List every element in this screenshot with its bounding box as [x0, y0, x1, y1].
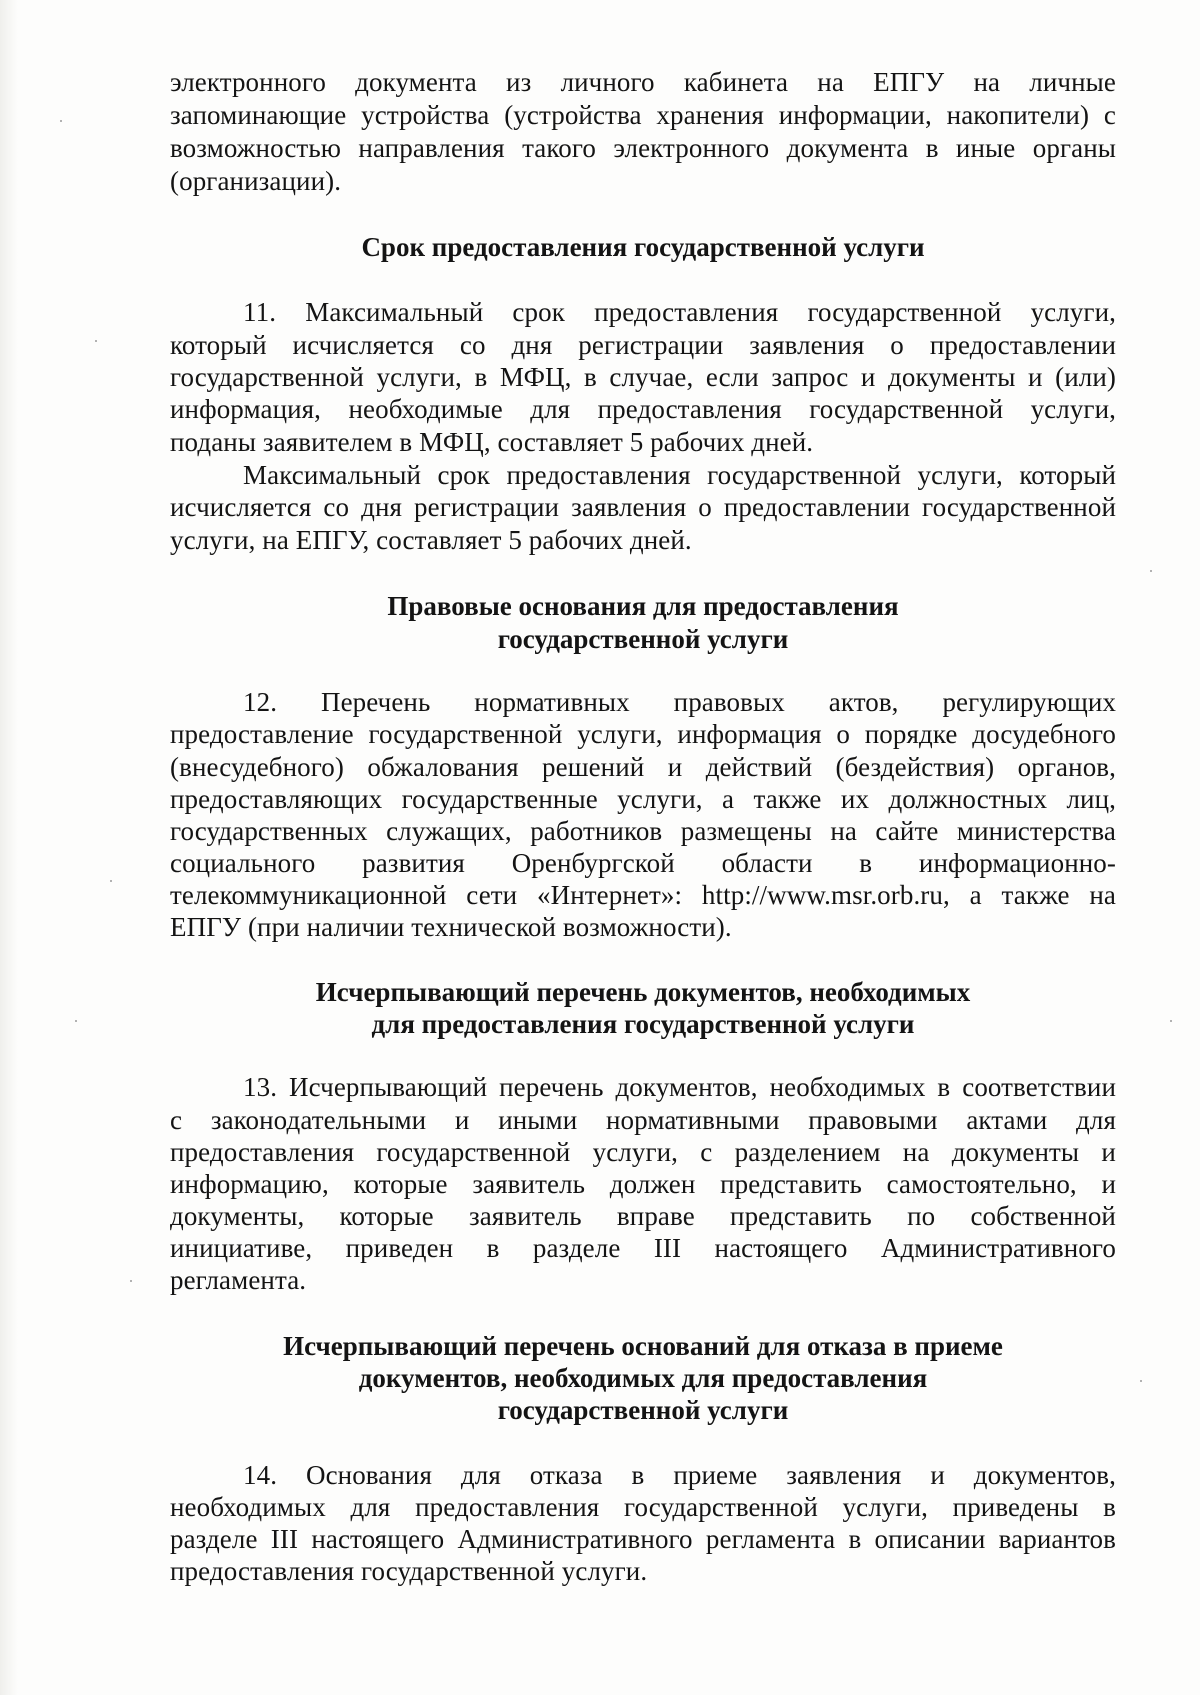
scan-speckle — [110, 880, 112, 882]
scan-speckle — [75, 1020, 77, 1022]
section-heading: для предоставления государственной услуги — [371, 1009, 915, 1039]
paragraph-line: поданы заявителем в МФЦ, составляет 5 рабочих дней. — [170, 427, 814, 457]
section-heading: государственной услуги — [497, 1395, 789, 1425]
paragraph-line: возможностью направления такого электронного документа в иные органы — [170, 133, 1116, 163]
scan-speckle — [60, 120, 62, 122]
paragraph-line: ЕПГУ (при наличии технической возможности). — [170, 912, 732, 942]
section-heading: Правовые основания для предоставления — [387, 591, 899, 621]
paragraph-line: государственных служащих, работников размещены на сайте министерства — [170, 816, 1116, 846]
paragraph-line: предоставляющих государственные услуги, а также их должностных лиц, — [170, 784, 1116, 814]
section-heading: документов, необходимых для предоставления — [358, 1363, 928, 1393]
section-heading: государственной услуги — [497, 624, 789, 654]
paragraph-line: запоминающие устройства (устройства хранения информации, накопители) с — [170, 100, 1116, 130]
paragraph-line: 13. Исчерпывающий перечень документов, необходимых в соответствии — [243, 1072, 1116, 1102]
paragraph-line: услуги, на ЕПГУ, составляет 5 рабочих дней. — [170, 525, 692, 555]
section-heading: Исчерпывающий перечень документов, необходимых — [315, 977, 971, 1007]
paragraph-line: (внесудебного) обжалования решений и действий (бездействия) органов, — [170, 752, 1116, 782]
paragraph-line: (организации). — [170, 166, 342, 196]
scan-speckle — [95, 340, 97, 342]
paragraph-line: государственной услуги, в МФЦ, в случае, если запрос и документы и (или) — [170, 362, 1116, 392]
paragraph-line: 11. Максимальный срок предоставления государственной услуги, — [243, 297, 1116, 327]
paragraph-line: информацию, которые заявитель должен представить самостоятельно, и — [170, 1169, 1116, 1199]
paragraph-line: 14. Основания для отказа в приеме заявления и документов, — [243, 1460, 1116, 1490]
scan-speckle — [130, 1280, 132, 1282]
paragraph-line: разделе III настоящего Административного регламента в описании вариантов — [170, 1524, 1116, 1554]
section-heading: Исчерпывающий перечень оснований для отказа в приеме — [283, 1331, 1003, 1361]
paragraph-line: с законодательными и иными нормативными правовыми актами для — [170, 1105, 1116, 1135]
paragraph-line: регламента. — [170, 1265, 307, 1295]
scan-speckle — [1150, 570, 1152, 572]
paragraph-line: предоставление государственной услуги, информация о порядке досудебного — [170, 719, 1116, 749]
scan-speckle — [1170, 1020, 1172, 1022]
paragraph-line: электронного документа из личного кабинета на ЕПГУ на личные — [170, 67, 1116, 97]
section-heading: Срок предоставления государственной услуги — [361, 232, 925, 262]
paragraph-line: социального развития Оренбургской области в информационно- — [170, 848, 1116, 878]
paragraph-line: предоставления государственной услуги. — [170, 1556, 648, 1586]
paragraph-line: предоставления государственной услуги, с разделением на документы и — [170, 1137, 1116, 1167]
paragraph-line: документы, которые заявитель вправе представить по собственной — [170, 1201, 1116, 1231]
scan-speckle — [1140, 1380, 1142, 1382]
paragraph-line: исчисляется со дня регистрации заявления о предоставлении государственной — [170, 492, 1116, 522]
paragraph-line: инициативе, приведен в разделе III настоящего Административного — [170, 1233, 1116, 1263]
paragraph-line: Максимальный срок предоставления государственной услуги, который — [243, 460, 1116, 490]
paragraph-line: необходимых для предоставления государственной услуги, приведены в — [170, 1492, 1116, 1522]
paragraph-line: 12. Перечень нормативных правовых актов, регулирующих — [243, 687, 1116, 717]
scan-edge-shadow — [0, 0, 18, 1695]
paragraph-line: который исчисляется со дня регистрации заявления о предоставлении — [170, 330, 1116, 360]
paragraph-line: телекоммуникационной сети «Интернет»: http://www.msr.orb.ru, а также на — [170, 880, 1116, 910]
paragraph-line: информация, необходимые для предоставления государственной услуги, — [170, 394, 1116, 424]
